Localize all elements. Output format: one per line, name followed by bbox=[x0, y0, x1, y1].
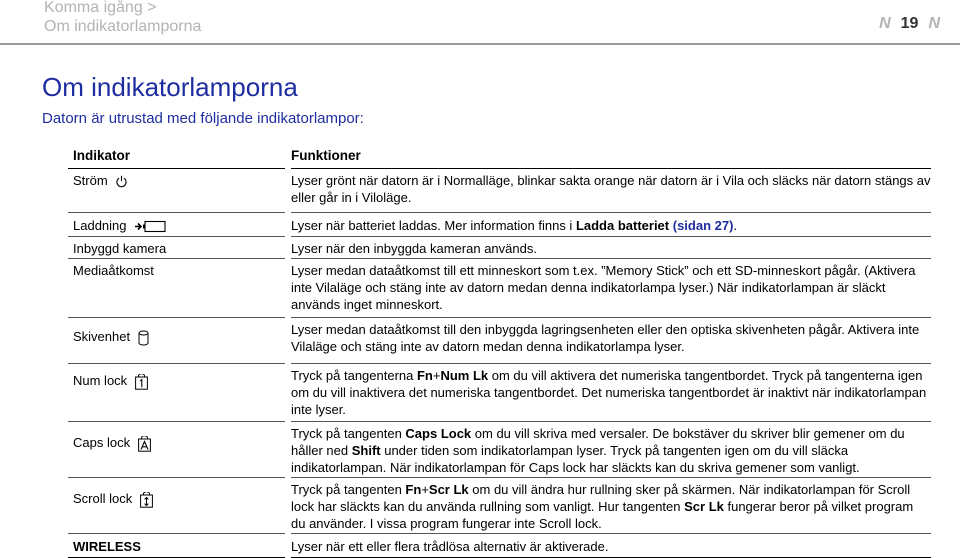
indicator-table bbox=[68, 143, 931, 558]
power-icon bbox=[115, 175, 128, 188]
function-text: om du vill skriva med versaler. De bokstäver du skriver blir gemener om du håller ned bbox=[291, 426, 905, 458]
indicator-cell bbox=[68, 169, 285, 213]
function-cell: Lyser när den inbyggda kameran används. bbox=[291, 237, 931, 259]
function-cell: Lyser medan dataåtkomst till den inbyggda lagringsenheten eller den optiska skivenheten pågår. Aktivera inte Vilaläge och stäng inte av datorn medan denna indikatorlampa lyser. bbox=[291, 318, 931, 364]
num-lock-icon bbox=[135, 374, 148, 390]
page-header bbox=[0, 0, 960, 44]
indicator-name: Scroll lock bbox=[73, 491, 133, 506]
battery-charging-icon bbox=[134, 220, 166, 233]
function-text: Tryck på tangenten bbox=[291, 482, 406, 497]
plus-sign: + bbox=[432, 368, 441, 383]
indicator-cell bbox=[68, 318, 285, 364]
table-row bbox=[68, 318, 931, 364]
function-cell bbox=[291, 478, 931, 534]
indicator-cell bbox=[68, 422, 285, 478]
indicator-cell bbox=[68, 364, 285, 422]
disk-drive-icon bbox=[138, 330, 149, 346]
key-fn: Fn bbox=[416, 368, 433, 383]
next-page-arrow-icon[interactable]: N bbox=[928, 15, 940, 32]
header-divider bbox=[0, 43, 960, 45]
function-text: om du vill aktivera det numeriska tangentbordet. Tryck på tangenterna igen om du vill inaktivera det numeriska tangentbordet. Det numeriska tangentbordet är inaktivt när indikatorlampan inte lyser. bbox=[291, 368, 927, 417]
table-row bbox=[68, 259, 931, 318]
function-cell bbox=[291, 422, 931, 478]
indicator-cell: Mediaåtkomst bbox=[68, 259, 285, 318]
column-header-functions: Funktioner bbox=[291, 143, 931, 169]
page-number: 19 bbox=[900, 15, 919, 32]
indicator-name: Caps lock bbox=[73, 435, 131, 450]
function-text: under tiden som indikatorlampan lyser. Tryck på tangenten igen om du vill släcka indikatorlampan. När indikatorlampan för Caps lock har släckts kan du skriva gemener som vanligt. bbox=[291, 443, 860, 475]
function-text: fungerar beror på vilket program du använder. I vissa program fungerar inte Scroll lock. bbox=[291, 499, 914, 531]
page-subtitle: Datorn är utrustad med följande indikatorlampor: bbox=[42, 110, 364, 127]
indicator-cell bbox=[68, 478, 285, 534]
function-cell: Lyser grönt när datorn är i Normalläge, blinkar sakta orange när datorn är i Vila och släcks när datorn stängs av eller går in i Viloläge. bbox=[291, 169, 931, 213]
breadcrumb-parent[interactable]: Komma igång > bbox=[44, 0, 157, 16]
function-text: om du vill ändra hur rullning sker på skärmen. När indikatorlampan för Scroll lock har släckts kan du använda rullning som vanligt. Hur tangenten bbox=[291, 482, 911, 514]
indicator-name: Skivenhet bbox=[73, 329, 131, 344]
table-row bbox=[68, 534, 931, 558]
table-row bbox=[68, 237, 931, 259]
caps-lock-icon bbox=[138, 436, 151, 452]
table-row bbox=[68, 478, 931, 534]
indicator-cell bbox=[68, 213, 285, 237]
indicator-cell: WIRELESS bbox=[68, 534, 285, 558]
key-scr-lk: Scr Lk bbox=[428, 482, 469, 497]
function-text-tail: . bbox=[733, 218, 738, 233]
key-fn: Fn bbox=[405, 482, 422, 497]
function-text: Lyser när batteriet laddas. Mer information finns i bbox=[291, 218, 576, 233]
breadcrumb-current: Om indikatorlamporna bbox=[44, 18, 202, 35]
plus-sign: + bbox=[421, 482, 429, 497]
function-cell bbox=[291, 213, 931, 237]
prev-page-arrow-icon[interactable]: N bbox=[879, 15, 891, 32]
scroll-lock-icon bbox=[140, 492, 153, 508]
key-caps-lock: Caps Lock bbox=[405, 426, 472, 441]
table-row bbox=[68, 169, 931, 213]
key-shift: Shift bbox=[351, 443, 381, 458]
function-cell: Lyser medan dataåtkomst till ett minneskort som t.ex. ”Memory Stick” och ett SD-minneskort pågår. (Aktivera inte Vilaläge och stäng inte av datorn medan denna indikatorlampa lyser.) När indikatorlampan är släckt används inget minneskort. bbox=[291, 259, 931, 318]
indicator-name: Num lock bbox=[73, 373, 128, 388]
column-header-indicator: Indikator bbox=[68, 143, 285, 169]
table-header-row bbox=[68, 143, 931, 169]
link-battery[interactable]: Ladda batteriet bbox=[575, 218, 670, 233]
table-row bbox=[68, 364, 931, 422]
indicator-name: Ström bbox=[73, 173, 108, 188]
function-text: Tryck på tangenterna bbox=[291, 368, 417, 383]
function-cell: Lyser när ett eller flera trådlösa alternativ är aktiverade. bbox=[291, 534, 931, 558]
key-scr-lk: Scr Lk bbox=[684, 499, 724, 514]
table-row bbox=[68, 213, 931, 237]
page-navigator bbox=[879, 15, 940, 33]
function-cell bbox=[291, 364, 931, 422]
key-num-lk: Num Lk bbox=[440, 368, 489, 383]
indicator-name: Laddning bbox=[73, 218, 127, 233]
page-title: Om indikatorlamporna bbox=[42, 72, 298, 102]
function-text: Tryck på tangenten bbox=[291, 426, 406, 441]
page-link[interactable]: (sidan 27) bbox=[672, 218, 734, 233]
indicator-cell: Inbyggd kamera bbox=[68, 237, 285, 259]
table-row bbox=[68, 422, 931, 478]
